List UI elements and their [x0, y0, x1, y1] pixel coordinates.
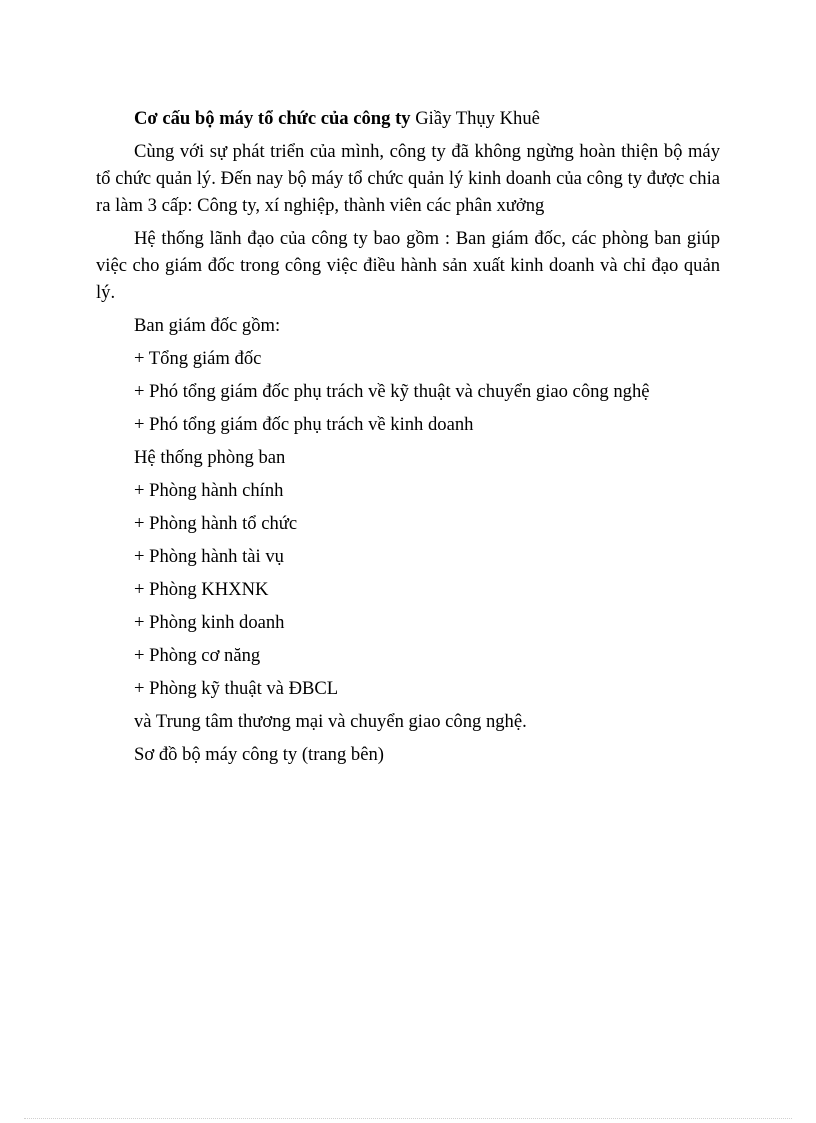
- paragraph-leadership: Hệ thống lãnh đạo của công ty bao gồm : Ban giám đốc, các phòng ban giúp việc cho giám đốc trong công việc điều hành sản xuất kinh doanh và chỉ đạo quản lý.: [96, 228, 720, 303]
- list-item: + Phòng hành tổ chức: [134, 513, 298, 534]
- list-item: + Phòng hành tài vụ: [134, 546, 284, 567]
- list-item: + Phòng hành chính: [134, 480, 284, 501]
- closing-line: Sơ đồ bộ máy công ty (trang bên): [134, 744, 384, 765]
- list-item: + Phòng cơ năng: [134, 645, 261, 666]
- list-item: + Phòng kỹ thuật và ĐBCL: [134, 678, 339, 699]
- closing-line: và Trung tâm thương mại và chuyển giao công nghệ.: [134, 711, 527, 732]
- section-heading: [96, 105, 720, 132]
- paragraph-structure: Cùng với sự phát triển của mình, công ty đã không ngừng hoàn thiện bộ máy tổ chức quản lý. Đến nay bộ máy tổ chức quản lý kinh doanh của công ty được chia ra làm 3 cấp: Công ty, xí nghiệp, thành viên các phân xưởng: [96, 141, 720, 216]
- list-item: + Phòng KHXNK: [134, 579, 269, 600]
- list-item: + Phó tổng giám đốc phụ trách về kinh doanh: [134, 414, 474, 435]
- list-item: + Phó tổng giám đốc phụ trách về kỹ thuật và chuyển giao công nghệ: [134, 381, 650, 402]
- list-item: + Tổng giám đốc: [134, 348, 262, 369]
- board-title: Ban giám đốc gồm:: [134, 315, 281, 336]
- section-heading-company: Giầy Thụy Khuê: [415, 108, 540, 129]
- page-bottom-divider: [24, 1118, 792, 1119]
- document-body: [96, 105, 720, 774]
- list-item: + Phòng kinh doanh: [134, 612, 285, 633]
- departments-title: Hệ thống phòng ban: [134, 447, 286, 468]
- section-heading-bold: Cơ cấu bộ máy tổ chức của công ty: [134, 108, 411, 129]
